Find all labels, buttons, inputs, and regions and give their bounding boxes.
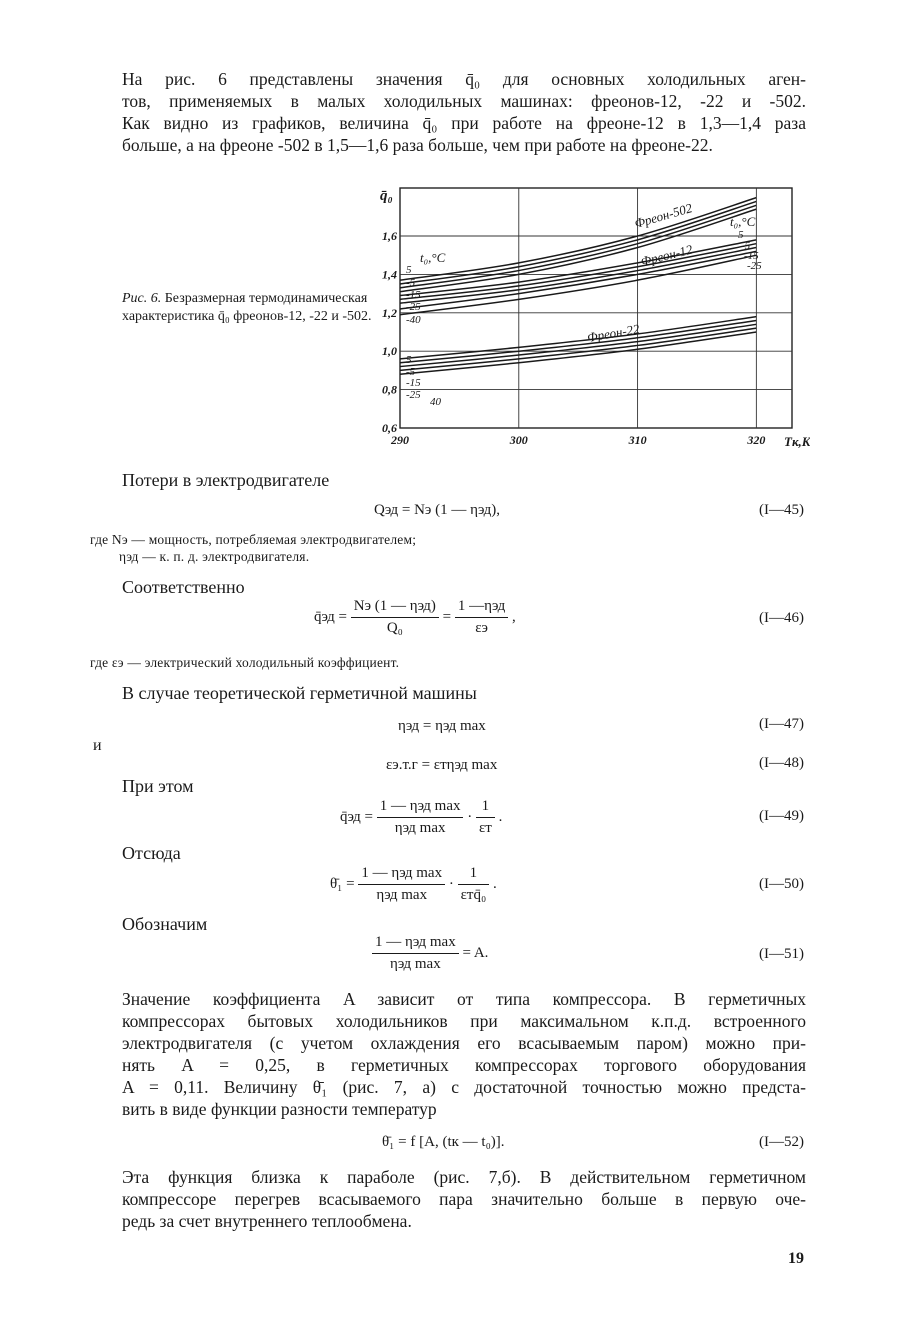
series-line (400, 201, 756, 284)
eq46-lhs: q̄эд = (314, 608, 348, 625)
coefficient-paragraph (122, 988, 806, 1120)
series-label-freon-502: Фреон-502 (632, 200, 694, 231)
eq50-fraction-1 (358, 865, 445, 904)
equation-number-48: (I—48) (759, 755, 804, 771)
t0-value-label: -5 (406, 277, 416, 289)
series-label-freon-12: Фреон-12 (639, 241, 694, 269)
x-tick-label: 320 (747, 433, 766, 447)
intro-paragraph (122, 68, 806, 156)
para-line: редь за счет внутреннего теплообмена. (122, 1211, 412, 1231)
equation-46 (314, 598, 516, 637)
equation-51 (372, 934, 488, 973)
eq46-num1: Nэ (1 — ηэд) (351, 598, 439, 618)
para-line: вить в виде функции разности температур (122, 1099, 437, 1119)
series-line (400, 248, 756, 304)
y-tick-label: 0,6 (382, 421, 397, 435)
x-tick-label: 290 (391, 433, 409, 447)
x-tick-label: 310 (628, 433, 647, 447)
t0-value-label: 5 (406, 354, 412, 366)
heading-accordingly: Соответственно (122, 577, 245, 597)
eq49-tail: . (498, 808, 503, 825)
intro-line: На рис. 6 представлены значения q̄₀ для основных холодильных аген- (122, 69, 806, 89)
t0-value-label: -40 (406, 314, 421, 326)
t0-value-label: -15 (406, 289, 421, 301)
heading-thus: При этом (122, 776, 194, 796)
t0-label-right: t₀,°C (730, 214, 756, 229)
intro-line: Как видно из графиков, величина q̄₀ при работе на фреоне-12 в 1,3—1,4 раза (122, 113, 806, 133)
eq46-den1: Q₀ (386, 620, 403, 636)
conjunction-and: и (93, 737, 102, 754)
para-line: Значение коэффициента A зависит от типа компрессора. В герметичных (122, 989, 806, 1009)
eq51-num1: 1 — ηэд max (372, 934, 459, 954)
series-line (400, 205, 756, 288)
eq46-tail: , (512, 608, 516, 625)
series-line (400, 198, 756, 281)
para-line: электродвигателя (с учетом охлаждения его всасываемым паром) можно при- (122, 1033, 806, 1053)
eq49-den2: εт (478, 820, 492, 836)
eq49-fraction-2 (476, 798, 495, 837)
para-line: нять A = 0,25, в герметичных компрессорах торгового оборудования (122, 1055, 806, 1075)
where-line: где Nэ — мощность, потребляемая электродвигателем; (90, 532, 417, 547)
eq50-den1: ηэд max (376, 887, 428, 903)
eq49-dot: · (467, 808, 473, 825)
t0-value-label: -15 (406, 377, 421, 389)
para-line: компрессорах бытовых холодильников при максимальном к.п.д. встроенного (122, 1011, 806, 1031)
intro-line: больше, а на фреоне -502 в 1,5—1,6 раза больше, чем при работе на фреоне-22. (122, 135, 713, 155)
y-tick-label: 1,6 (382, 229, 397, 243)
equation-48: εэ.т.г = εтηэд max (386, 757, 498, 773)
y-tick-label: 0,8 (382, 382, 397, 397)
eq50-num1: 1 — ηэд max (358, 865, 445, 885)
para-line: A = 0,11. Величину θ̄₁ (рис. 7, а) с достаточной точностью можно предста- (122, 1077, 806, 1097)
figure-caption-text: Безразмерная термодинамическая характеристика q̄₀ фреонов-12, -22 и -502. (122, 291, 372, 324)
equation-number-51: (I—51) (759, 946, 804, 962)
eq50-tail: . (492, 875, 497, 892)
equation-number-47: (I—47) (759, 716, 804, 732)
equation-47: ηэд = ηэд max (398, 718, 486, 734)
heading-theoretical-machine: В случае теоретической герметичной машины (122, 683, 477, 703)
t0-label-left: t₀,°C (420, 250, 446, 265)
t0-value-label: 40 (430, 396, 441, 408)
equation-number-46: (I—46) (759, 610, 804, 626)
eq49-lhs: q̄эд = (340, 808, 374, 825)
eq50-dot: · (448, 875, 454, 892)
eq51-rhs: = A. (462, 944, 489, 961)
heading-hence: Отсюда (122, 843, 181, 863)
t0-value-label: -5 (406, 366, 416, 378)
eq50-lhs: θ̄₁ = (330, 875, 355, 892)
heading-motor-losses: Потери в электродвигателе (122, 470, 330, 490)
y-axis-label: q̄₀ (380, 188, 393, 204)
eq46-equals: = (442, 608, 452, 625)
eq49-num1: 1 — ηэд max (377, 798, 464, 818)
equation-number-45: (I—45) (759, 502, 804, 518)
eq50-fraction-2 (458, 865, 490, 904)
equation-50 (330, 865, 497, 904)
para-line: Эта функция близка к параболе (рис. 7,б). В действительном герметичном (122, 1167, 806, 1187)
series-label-freon-22: Фреон-22 (585, 321, 641, 345)
eq46-fraction-2 (455, 598, 508, 637)
t0-value-label: -25 (406, 301, 421, 313)
y-tick-label: 1,0 (382, 344, 397, 359)
equation-number-52: (I—52) (759, 1134, 804, 1150)
series-line (400, 240, 756, 296)
t0-value-label: -25 (747, 260, 762, 272)
eq51-fraction (372, 934, 459, 973)
where-line: где εэ — электрический холодильный коэффициент. (90, 655, 400, 670)
freon-chart (370, 180, 810, 465)
figure-caption (122, 290, 372, 326)
page-number: 19 (788, 1250, 804, 1267)
parabola-paragraph (122, 1166, 806, 1232)
y-tick-label: 1,2 (382, 305, 397, 320)
eq49-num2: 1 (476, 798, 495, 818)
t0-value-label: -25 (406, 389, 421, 401)
eq49-fraction-1 (377, 798, 464, 837)
t0-value-label: 5 (738, 229, 744, 241)
figure-caption-label: Рис. 6. (122, 291, 162, 306)
eq50-den2: εтq̄₀ (460, 887, 487, 903)
eq49-den1: ηэд max (394, 820, 446, 836)
eq51-den1: ηэд max (390, 956, 441, 972)
eq46-fraction-1 (351, 598, 439, 637)
t0-value-label: 5 (406, 264, 412, 276)
equation-number-49: (I—49) (759, 808, 804, 824)
equation-number-50: (I—50) (759, 876, 804, 892)
x-tick-label: 300 (509, 433, 528, 447)
equation-45: Qэд = Nэ (1 — ηэд), (374, 502, 500, 518)
intro-line: тов, применяемых в малых холодильных машинах: фреонов-12, -22 и -502. (122, 91, 806, 111)
t0-value-label: -5 (741, 240, 751, 252)
equation-49 (340, 798, 502, 837)
where-line: ηэд — к. п. д. электродвигателя. (119, 549, 310, 564)
eq46-den2: εэ (475, 620, 488, 636)
eq50-num2: 1 (458, 865, 490, 885)
chart-lines (400, 198, 756, 375)
para-line: компрессоре перегрев всасываемого пара значительно больше в первую оче- (122, 1189, 806, 1209)
y-tick-label: 1,4 (382, 267, 397, 282)
heading-denote: Обозначим (122, 914, 208, 934)
equation-52: θ̄₁ = f [A, (tк — t₀)]. (382, 1134, 505, 1150)
t0-value-label: -15 (744, 250, 759, 262)
eq46-num2: 1 —ηэд (455, 598, 508, 618)
x-axis-label: Tк,K (784, 434, 810, 449)
